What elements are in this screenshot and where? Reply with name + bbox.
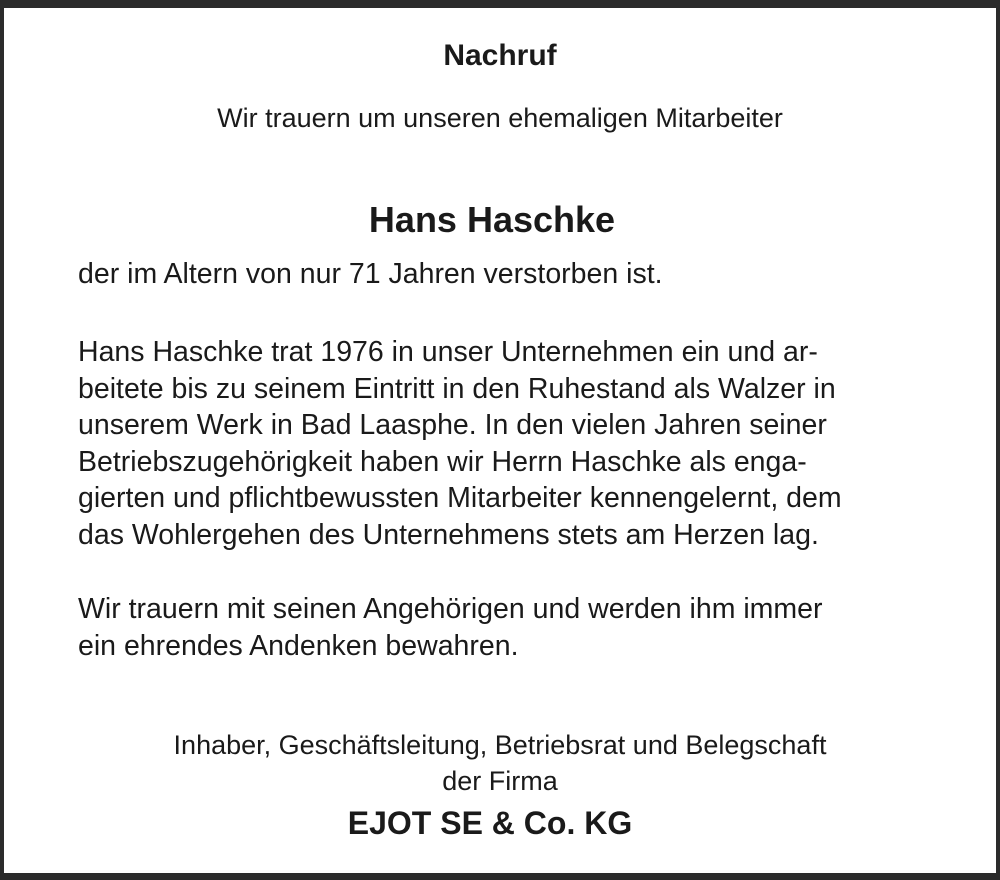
body-line: beitete bis zu seinem Eintritt in den Ruhestand als Walzer in <box>78 372 836 405</box>
body-line: das Wohlergehen des Unternehmens stets am Herzen lag. <box>78 518 819 551</box>
company-name: EJOT SE & Co. KG <box>347 805 633 841</box>
intro-text: Wir trauern um unseren ehemaligen Mitarbeiter <box>217 103 783 133</box>
body-line: unserem Werk in Bad Laasphe. In den vielen Jahren seiner <box>78 409 827 442</box>
closing-line: ein ehrendes Andenken bewahren. <box>78 629 519 662</box>
death-line: der im Altern von nur 71 Jahren verstorben ist. <box>78 258 663 290</box>
closing-line: Wir trauern mit seinen Angehörigen und werden ihm immer <box>78 593 823 625</box>
closing-paragraph <box>78 591 823 664</box>
body-line: Betriebszugehörigkeit haben wir Herrn Haschke als enga- <box>78 445 807 478</box>
signature-line: Inhaber, Geschäftsleitung, Betriebsrat und Belegschaft <box>173 730 827 760</box>
body-line: Hans Haschke trat 1976 in unser Unternehmen ein und ar- <box>78 336 818 368</box>
notice-heading: Nachruf <box>443 39 557 72</box>
body-paragraph <box>78 334 842 554</box>
body-line: gierten und pflichtbewussten Mitarbeiter kennengelernt, dem <box>78 482 842 515</box>
deceased-name: Hans Haschke <box>368 199 616 240</box>
signature-firm-label: der Firma <box>442 766 558 796</box>
